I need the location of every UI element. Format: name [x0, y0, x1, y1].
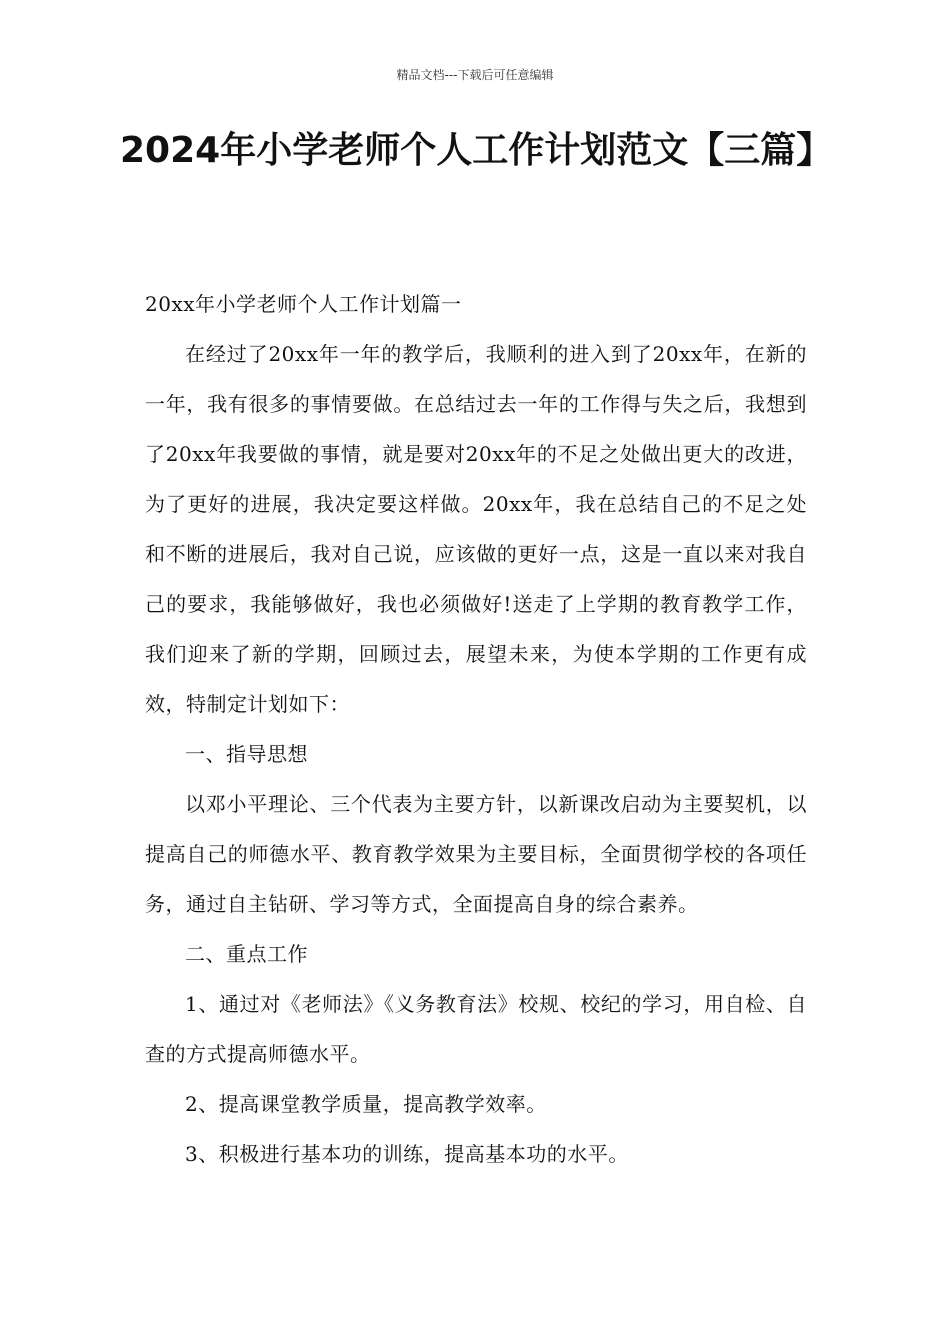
list-item: 1、通过对《老师法》《义务教育法》校规、校纪的学习，用自检、自查的方式提高师德水平。: [145, 992, 807, 1066]
list-item: 2、提高课堂教学质量，提高教学效率。: [185, 1092, 547, 1116]
part1-body: 以邓小平理论、三个代表为主要方针，以新课改启动为主要契机，以提高自己的师德水平、教育教学效果为主要目标，全面贯彻学校的各项任务，通过自主钻研、学习等方式，全面提高自身的综合素养。: [145, 792, 807, 916]
header-note: 精品文档---下载后可任意编辑: [396, 68, 554, 82]
document-title: 2024年小学老师个人工作计划范文【三篇】: [120, 130, 833, 171]
section-heading: 20xx年小学老师个人工作计划篇一: [145, 292, 462, 316]
part1-heading: 一、指导思想: [185, 742, 308, 766]
list-item: 3、积极进行基本功的训练，提高基本功的水平。: [185, 1142, 629, 1166]
document-body: [145, 279, 807, 1179]
intro-paragraph: 在经过了20xx年一年的教学后，我顺利的进入到了20xx年，在新的一年，我有很多的事情要做。在总结过去一年的工作得与失之后，我想到了20xx年我要做的事情，就是要对20xx年的不足之处做出更大的改进，为了更好的进展，我决定要这样做。20xx年，我在总结自己的不足之处和不断的进展后，我对自己说，应该做的更好一点，这是一直以来对我自己的要求，我能够做好，我也必须做好!送走了上学期的教育教学工作，我们迎来了新的学期，回顾过去，展望未来，为使本学期的工作更有成效，特制定计划如下：: [145, 342, 807, 716]
part2-heading: 二、重点工作: [185, 942, 308, 966]
